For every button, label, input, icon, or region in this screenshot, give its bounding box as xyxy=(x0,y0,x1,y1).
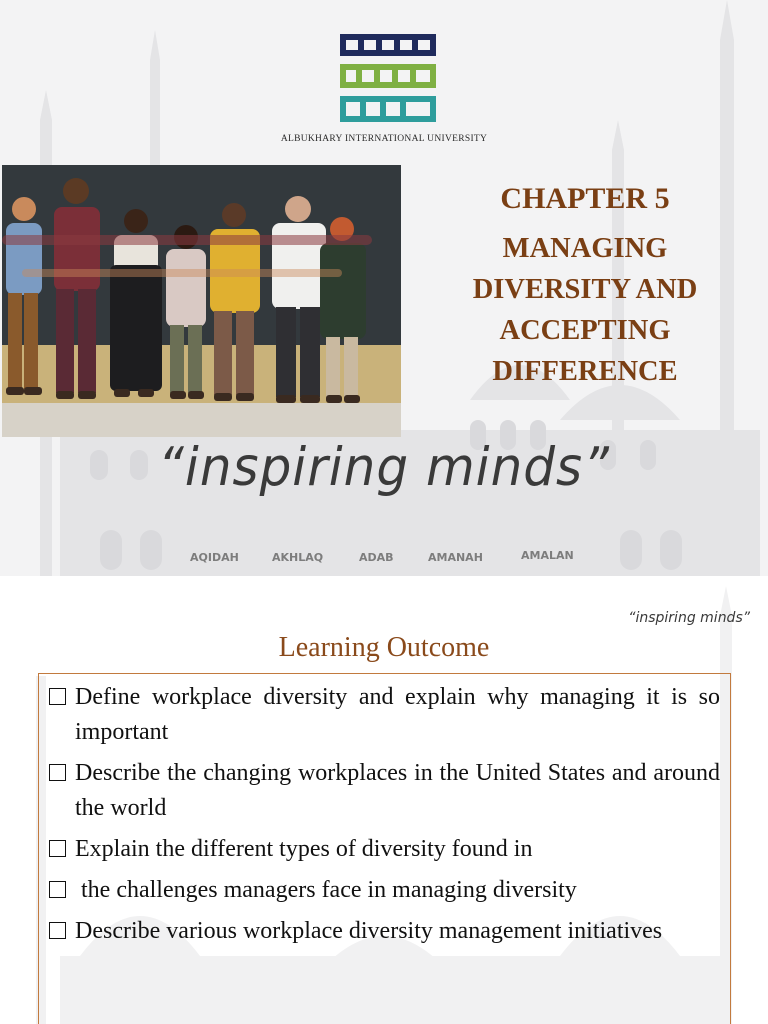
checkbox-bullet-icon xyxy=(49,881,66,898)
tagline: “inspiring minds” xyxy=(158,436,610,498)
value-amalan: AMALAN xyxy=(521,549,574,562)
diversity-group-photo xyxy=(2,165,401,437)
learning-outcome-box xyxy=(38,673,731,1024)
value-akhlaq: AKHLAQ xyxy=(272,551,324,564)
checkbox-bullet-icon xyxy=(49,764,66,781)
chapter-number: CHAPTER 5 xyxy=(500,182,670,215)
chapter-heading xyxy=(402,176,768,392)
learning-outcome-heading: Learning Outcome xyxy=(278,632,490,663)
university-logo xyxy=(334,30,442,126)
checkbox-bullet-icon xyxy=(49,922,66,939)
list-item: the challenges managers face in managing diversity xyxy=(49,873,720,908)
tagline-small: “inspiring minds” xyxy=(628,610,750,626)
value-aqidah: AQIDAH xyxy=(190,551,239,564)
list-item: Explain the different types of diversity found in xyxy=(49,832,720,867)
core-values xyxy=(0,551,768,571)
list-item: Describe various workplace diversity management initiatives xyxy=(49,914,720,949)
checkbox-bullet-icon xyxy=(49,688,66,705)
university-name: ALBUKHARY INTERNATIONAL UNIVERSITY xyxy=(280,134,488,144)
chapter-title: MANAGING DIVERSITY AND ACCEPTING DIFFERENCE xyxy=(472,233,698,387)
learning-outcome-slide xyxy=(0,576,768,1024)
value-amanah: AMANAH xyxy=(428,551,483,564)
list-item: Define workplace diversity and explain why managing it is so important xyxy=(49,680,720,750)
list-item: Describe the changing workplaces in the United States and around the world xyxy=(49,756,720,826)
value-adab: ADAB xyxy=(359,551,394,564)
checkbox-bullet-icon xyxy=(49,840,66,857)
